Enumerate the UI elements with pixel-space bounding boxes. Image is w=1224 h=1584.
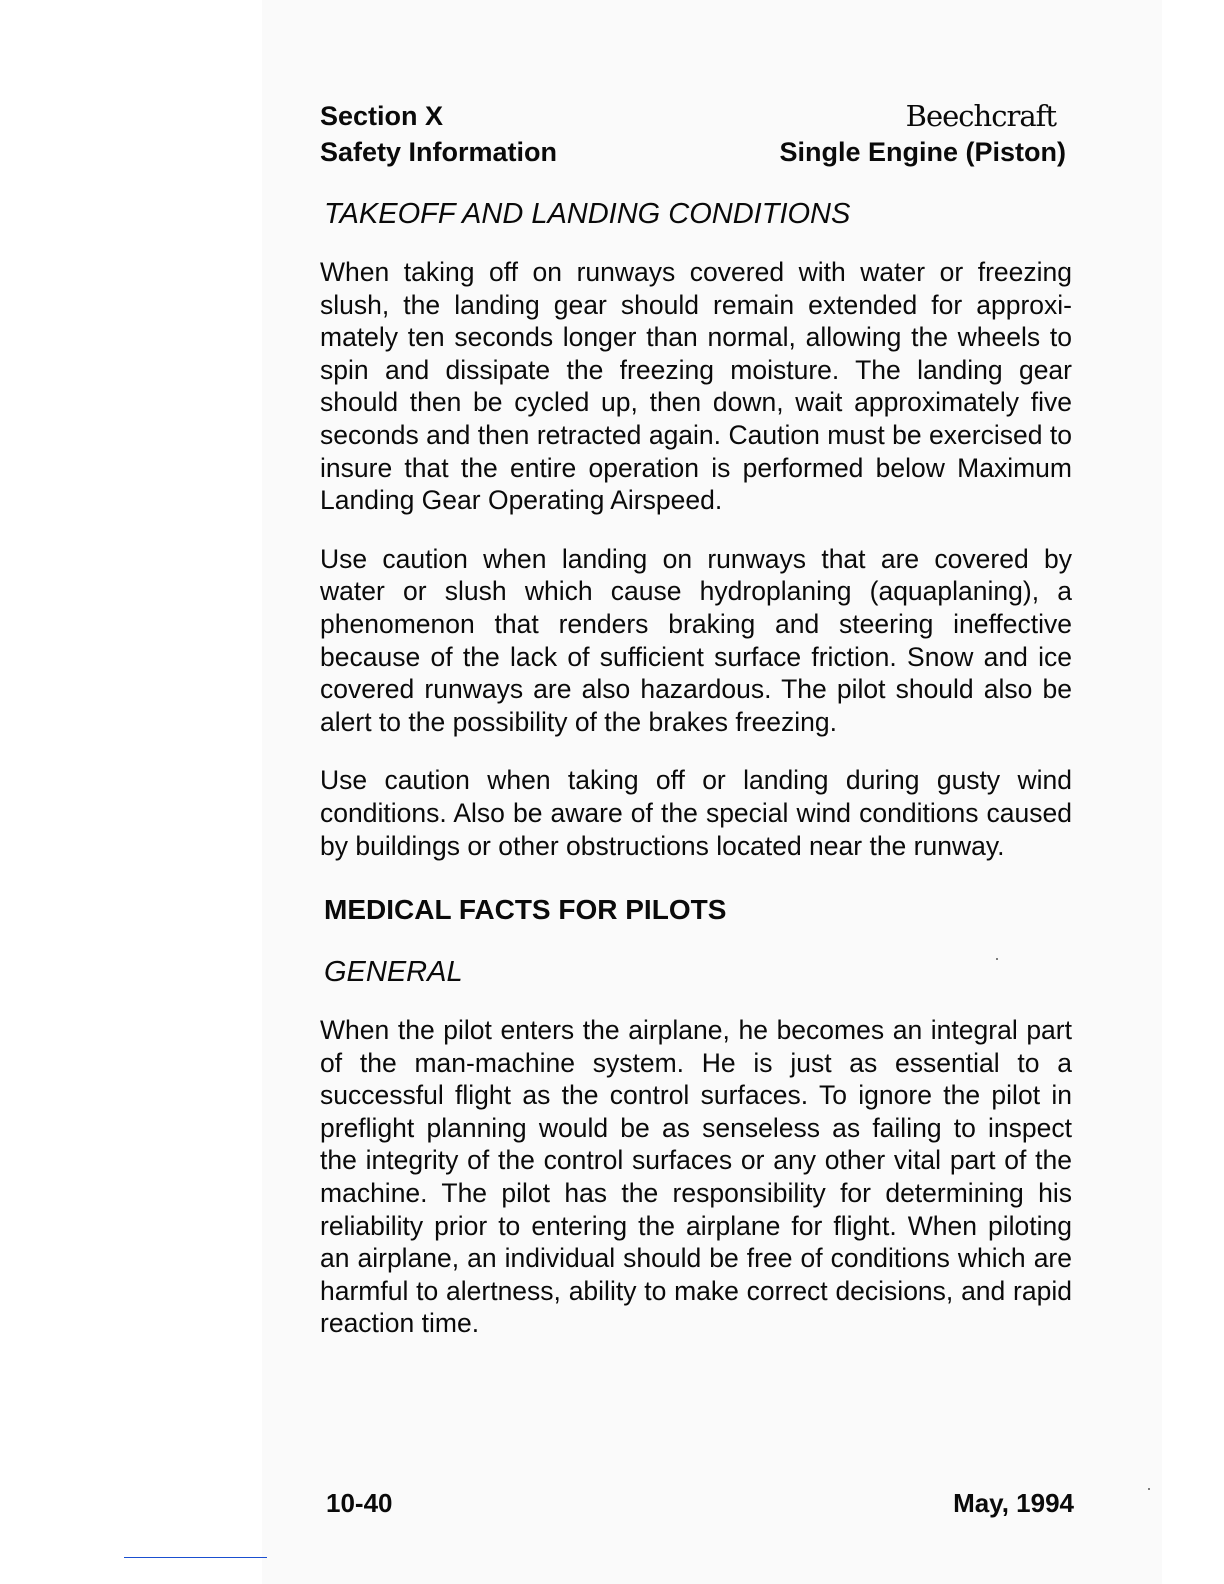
- page-header: [320, 98, 1072, 170]
- section-label: Section X: [320, 101, 444, 131]
- brand-logo: Beechcraft: [905, 99, 1056, 133]
- takeoff-heading: TAKEOFF AND LANDING CONDITIONS: [324, 198, 851, 230]
- takeoff-paragraph-3: Use caution when taking off or landing during gusty wind conditions. Also be aware of the special wind conditions caused by buildings or other obstructions located near the runway.: [320, 765, 1072, 861]
- header-left: [320, 98, 557, 170]
- takeoff-paragraph-2: Use caution when landing on runways that are covered by water or slush which cause hydroplaning (aquaplaning), a phenomenon that renders braking and steering ineffective because of the lack of sufficient surface friction. Snow and ice covered runways are also hazardous. The pilot should also be alert to the possibility of the brakes freezing.: [320, 543, 1072, 737]
- section-title: Safety Information: [320, 137, 558, 167]
- document-body: [320, 98, 1072, 1366]
- publication-date: May, 1994: [953, 1488, 1074, 1518]
- takeoff-paragraph-1: When taking off on runways covered with water or freezing slush, the landing gear should remain extended for approxi-mately ten seconds longer than normal, allowing the wheels to spin and dissipate the freezing moisture. The landing gear should then be cycled up, then down, wait approximately five seconds and then retracted again. Caution must be exercised to insure that the entire operation is performed below Maximum Landing Gear Operating Airspeed.: [320, 257, 1072, 516]
- scan-speck: [996, 958, 998, 960]
- header-right: [779, 98, 1072, 170]
- medical-heading: MEDICAL FACTS FOR PILOTS: [324, 894, 727, 926]
- medical-paragraph: When the pilot enters the airplane, he becomes an integral part of the man-machine system. He is just as essential to a successful flight as the control surfaces. To ignore the pilot in preflight planning would be as senseless as failing to inspect the integrity of the control surfaces or any other vital part of the machine. The pilot has the responsibility for determining his reliability prior to entering the airplane for flight. When piloting an airplane, an individual should be free of conditions which are harmful to alertness, ability to make correct decisions, and rapid reaction time.: [320, 1015, 1072, 1339]
- model-name: Single Engine (Piston): [779, 137, 1066, 167]
- scan-speck: [1148, 1488, 1150, 1490]
- general-subheading: GENERAL: [324, 956, 463, 989]
- page-number: 10-40: [326, 1488, 393, 1518]
- page-footer: [326, 1486, 1074, 1520]
- scan-edge-line: [124, 1557, 267, 1558]
